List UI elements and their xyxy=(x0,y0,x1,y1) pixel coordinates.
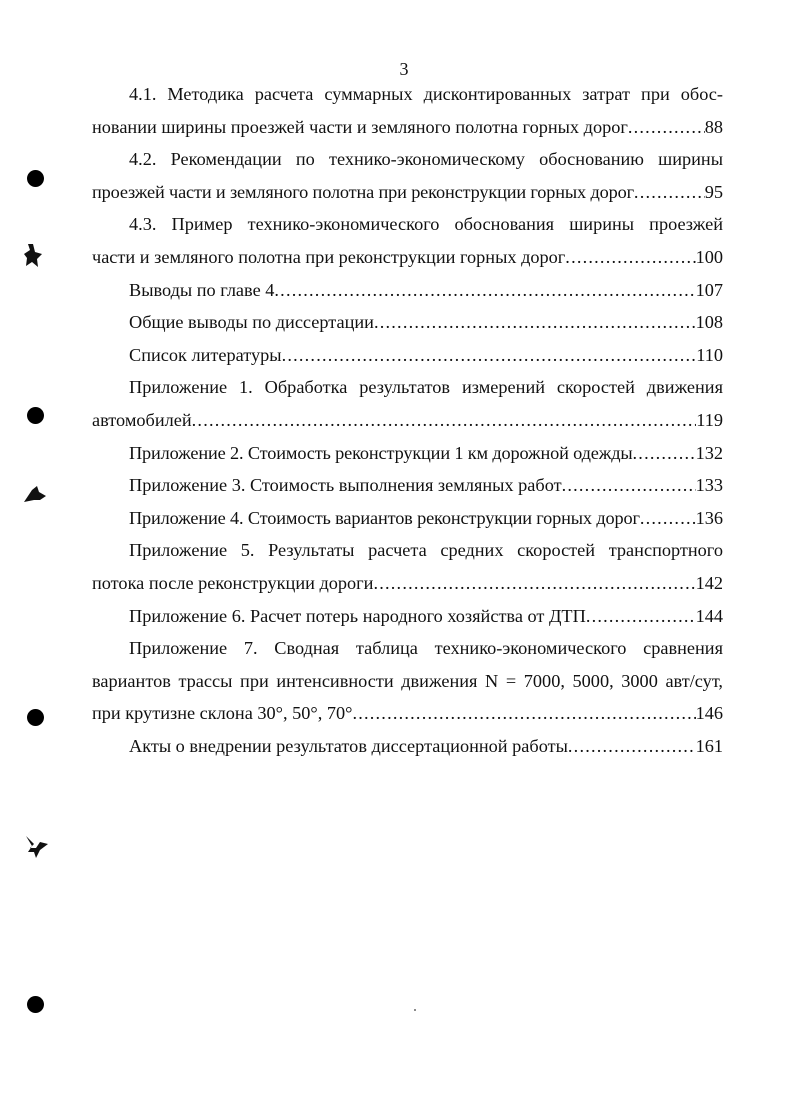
toc-entry-title: Список литературы xyxy=(129,344,282,365)
toc-entry-appendix-1-line1: Приложение 1. Обработка результатов измерений скоростей движения xyxy=(129,377,723,398)
toc-entry-4-2-line1: 4.2. Рекомендации по технико-экономическому обоснованию ширины xyxy=(129,149,723,170)
dot-leader xyxy=(568,730,696,763)
binder-hole-mark xyxy=(27,996,44,1013)
toc-entry-appendix-6[interactable] xyxy=(92,600,723,633)
dot-leader xyxy=(640,502,696,535)
toc-entry-title: потока после реконструкции дороги xyxy=(92,572,374,593)
toc-entry-title: Приложение 3. Стоимость выполнения земляных работ xyxy=(129,475,562,496)
toc-page-number: 132 xyxy=(695,442,723,463)
toc-entry-title: Приложение 2. Стоимость реконструкции 1 км дорожной одежды xyxy=(129,442,633,463)
toc-entry-conclusions-ch4[interactable] xyxy=(92,274,723,307)
toc-entry-4-2[interactable] xyxy=(92,176,723,209)
dot-leader xyxy=(562,469,696,502)
toc-entry-appendix-1[interactable] xyxy=(92,404,723,437)
toc-entry-general-conclusions[interactable] xyxy=(92,306,723,339)
toc-entry-appendix-7-line1: Приложение 7. Сводная таблица технико-экономического сравнения xyxy=(129,638,723,659)
dot-leader xyxy=(282,339,697,372)
toc-entry-appendix-3[interactable] xyxy=(92,469,723,502)
toc-entry-appendix-7[interactable] xyxy=(92,697,723,730)
toc-page-number: 136 xyxy=(695,507,723,528)
toc-entry-4-3-line1: 4.3. Пример технико-экономического обоснования ширины проезжей xyxy=(129,214,723,235)
toc-page-number: 142 xyxy=(695,572,723,593)
toc-entry-title: Акты о внедрении результатов диссертационной работы xyxy=(129,735,568,756)
toc-page-number: 88 xyxy=(704,116,723,137)
toc-page-number: 133 xyxy=(695,475,723,496)
scan-artifact-icon xyxy=(20,480,50,510)
toc-page-number: 110 xyxy=(696,344,723,365)
toc-entry-appendix-2[interactable] xyxy=(92,437,723,470)
scan-speck xyxy=(414,1009,416,1011)
toc-entry-appendix-5-line1: Приложение 5. Результаты расчета средних скоростей транспортного xyxy=(129,540,723,561)
toc-entry-title: Общие выводы по диссертации xyxy=(129,312,374,333)
toc-entry-title: Выводы по главе 4 xyxy=(129,279,275,300)
dot-leader xyxy=(565,241,695,274)
binder-hole-mark xyxy=(27,170,44,187)
toc-page-number: 146 xyxy=(695,703,723,724)
toc-entry-appendix-7-line2: вариантов трассы при интенсивности движения N = 7000, 5000, 3000 авт/сут, xyxy=(92,670,723,691)
toc-page-number: 119 xyxy=(696,409,723,430)
toc-entry-4-3[interactable] xyxy=(92,241,723,274)
toc-entry-4-1-line1: 4.1. Методика расчета суммарных дисконтированных затрат при обос- xyxy=(129,84,723,104)
dot-leader xyxy=(633,437,696,470)
dot-leader xyxy=(634,176,705,209)
toc-entry-appendix-4[interactable] xyxy=(92,502,723,535)
dot-leader xyxy=(586,600,696,633)
toc-entry-title: части и земляного полотна при реконструкции горных дорог xyxy=(92,246,566,267)
dot-leader xyxy=(192,404,697,437)
table-of-contents xyxy=(92,78,723,762)
toc-entry-title: Приложение 6. Расчет потерь народного хозяйства от ДТП xyxy=(129,605,586,626)
toc-entry-title: автомобилей xyxy=(92,409,192,430)
dot-leader xyxy=(274,274,695,307)
binder-hole-mark xyxy=(27,407,44,424)
toc-entry-implementation-acts[interactable] xyxy=(92,730,723,763)
toc-page-number: 95 xyxy=(704,181,723,202)
scan-artifact-icon xyxy=(22,832,52,862)
dot-leader xyxy=(628,111,705,144)
toc-page-number: 107 xyxy=(695,279,723,300)
scan-artifact-icon xyxy=(18,240,48,270)
toc-entry-title: проезжей части и земляного полотна при реконструкции горных дорог xyxy=(92,181,634,202)
toc-entry-title: новании ширины проезжей части и земляного полотна горных дорог xyxy=(92,116,628,137)
toc-page-number: 100 xyxy=(695,246,723,267)
binder-hole-mark xyxy=(27,709,44,726)
dot-leader xyxy=(352,697,695,730)
toc-entry-title: Приложение 4. Стоимость вариантов реконструкции горных дорог xyxy=(129,507,640,528)
dot-leader xyxy=(373,567,695,600)
dot-leader xyxy=(374,306,696,339)
toc-page-number: 144 xyxy=(695,605,723,626)
toc-entry-4-1[interactable] xyxy=(92,111,723,144)
toc-entry-title: при крутизне склона 30°, 50°, 70° xyxy=(92,703,353,724)
page-number: 3 xyxy=(399,59,409,79)
toc-entry-appendix-5[interactable] xyxy=(92,567,723,600)
toc-page-number: 161 xyxy=(695,735,723,756)
toc-entry-references[interactable] xyxy=(92,339,723,372)
toc-page-number: 108 xyxy=(695,312,723,333)
